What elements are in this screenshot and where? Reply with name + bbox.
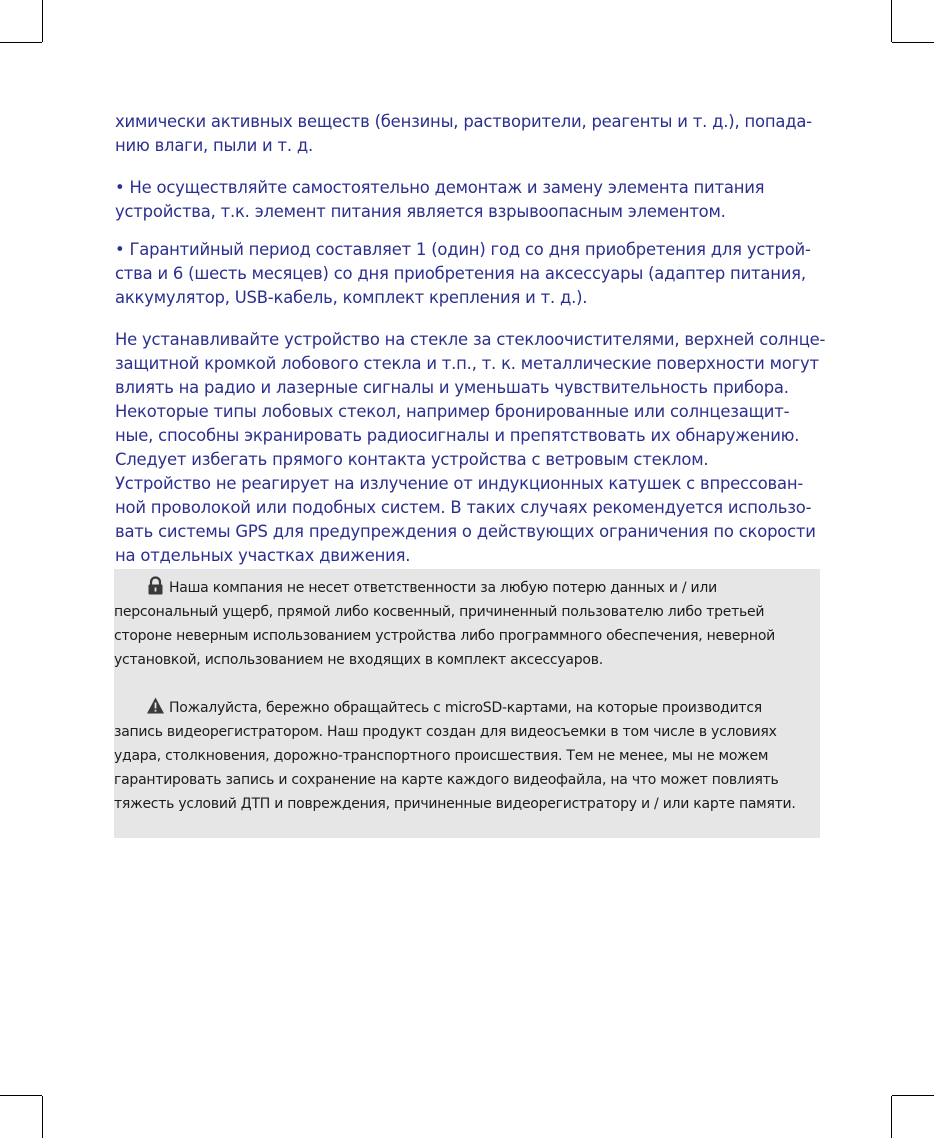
notice-microsd <box>114 696 820 816</box>
text-line: устройства, т.к. элемент питания является взрывоопасным элементом. <box>115 202 726 221</box>
text-line: химически активных веществ (бензины, растворители, реагенты и т. д.), попада- <box>115 112 812 131</box>
notice-first-line <box>114 696 820 720</box>
text-line: • Не осуществляйте самостоятельно демонтаж и замену элемента питания <box>115 178 765 197</box>
text-line: Устройство не реагирует на излучение от индукционных катушек с впрессован- <box>115 474 804 493</box>
text-line: • Гарантийный период составляет 1 (один) год со дня приобретения для устрой- <box>115 240 811 259</box>
text-line: вать системы GPS для предупреждения о действующих ограничения по скорости <box>115 522 816 541</box>
text-line: Пожалуйста, бережно обращайтесь с microSD-картами, на которые производится <box>169 700 762 716</box>
text-line: персональный ущерб, прямой либо косвенный, причиненный пользователю либо третьей <box>114 604 765 620</box>
text-line: аккумулятор, USB-кабель, комплект крепления и т. д.). <box>115 288 588 307</box>
text-line: тяжесть условий ДТП и повреждения, причиненные видеорегистратору и / или карте памяти. <box>114 796 796 812</box>
crop-mark-top-right-vertical <box>891 0 892 42</box>
text-line: влиять на радио и лазерные сигналы и уменьшать чувствительность прибора. <box>115 378 789 397</box>
crop-mark-top-left-horizontal <box>0 42 42 43</box>
paragraph-installation <box>115 328 835 568</box>
text-line: стороне неверным использованием устройства либо программного обеспечения, неверной <box>114 628 775 644</box>
text-line: ной проволокой или подобных систем. В таких случаях рекомендуется использо- <box>115 498 812 517</box>
crop-mark-top-right-horizontal <box>892 42 934 43</box>
text-line: гарантировать запись и сохранение на карте каждого видеофайла, на что может повлиять <box>114 772 779 788</box>
crop-mark-bottom-left-horizontal <box>0 1095 42 1096</box>
text-line: запись видеорегистратором. Наш продукт создан для видеосъемки в том числе в условиях <box>114 724 777 740</box>
crop-mark-bottom-right-vertical <box>891 1096 892 1138</box>
crop-mark-bottom-right-horizontal <box>892 1095 934 1096</box>
text-line: ные, способны экранировать радиосигналы и препятствовать их обнаружению. <box>115 426 800 445</box>
text-line: защитной кромкой лобового стекла и т.п., т. к. металлические поверхности могут <box>115 354 819 373</box>
warning-icon <box>146 696 165 715</box>
text-line: нию влаги, пыли и т. д. <box>115 136 314 155</box>
crop-mark-bottom-left-vertical <box>42 1096 43 1138</box>
paragraph-chemical-exposure <box>115 110 835 158</box>
text-line: установкой, использованием не входящих в комплект аксессуаров. <box>114 652 603 668</box>
notice-liability <box>114 576 820 672</box>
paragraph-battery-warning <box>115 176 835 224</box>
text-line: удара, столкновения, дорожно-транспортного происшествия. Тем не менее, мы не можем <box>114 748 769 764</box>
text-line: Не устанавливайте устройство на стекле за стеклоочистителями, верхней солнце- <box>115 330 826 349</box>
text-line: Некоторые типы лобовых стекол, например бронированные или солнцезащит- <box>115 402 790 421</box>
text-line: ства и 6 (шесть месяцев) со дня приобретения на аксессуары (адаптер питания, <box>115 264 806 283</box>
paragraph-warranty <box>115 238 835 310</box>
lock-icon <box>146 576 165 595</box>
text-line: Наша компания не несет ответственности за любую потерю данных и / или <box>169 580 717 596</box>
crop-mark-top-left-vertical <box>42 0 43 42</box>
notice-first-line <box>114 576 820 600</box>
text-line: на отдельных участках движения. <box>115 546 411 565</box>
text-line: Следует избегать прямого контакта устройства с ветровым стеклом. <box>115 450 709 469</box>
